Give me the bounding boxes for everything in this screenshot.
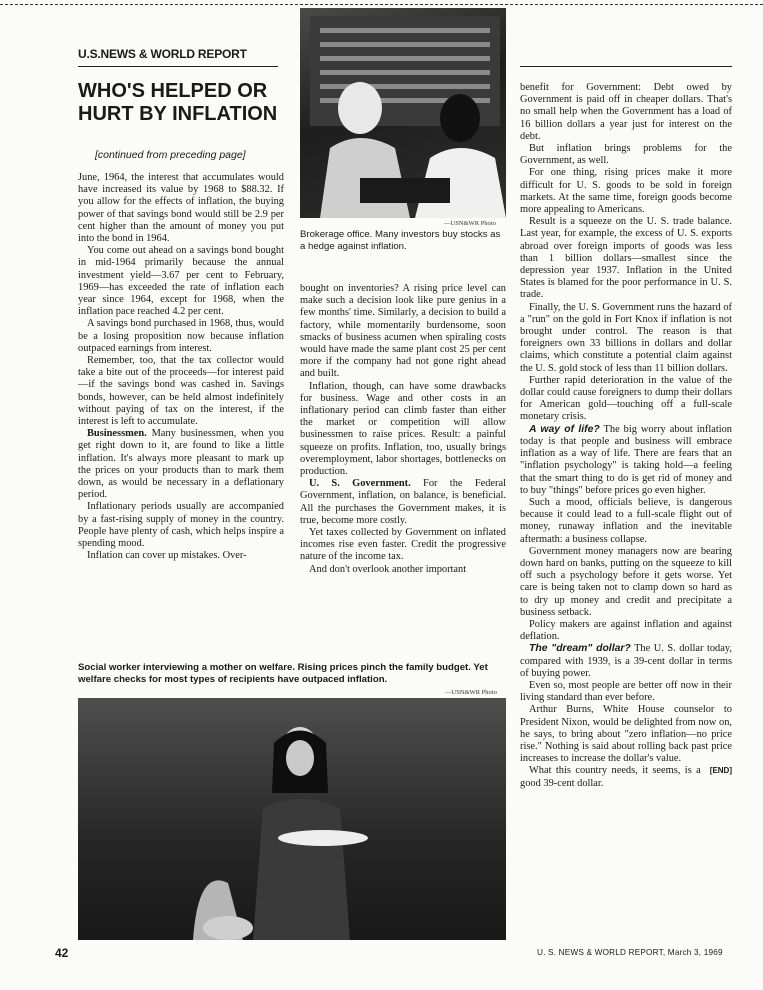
magazine-rule [78,66,278,67]
paragraph: Finally, the U. S. Government runs the hazard of a "run" on the gold in Fort Knox if inflation is not brought under control. The reason is that foreigners own 33 billions in dollars and dollar claims, which constitute a potential claim against the U. S. gold stock of less than 11 billion dollars. [520,301,732,374]
paragraph-text: The big worry about inflation today is that people and business will embrace inflation as a way of life. There are fears that an "inflation psychology" is taking hold—a feeling that the smart thing to do is get rid of money and to buy "things" before prices go even higher. [520,423,732,496]
welfare-photo-image [78,698,506,940]
paragraph: You come out ahead on a savings bond bought in mid-1964 primarily because the annual investment yield—3.67 per cent to February, 1969—has exceeded the rate of inflation each year since 1964, except for 1968, when the inflation pace reached 4.2 per cent. [78,245,284,318]
paragraph: Remember, too, that the tax collector would take a bite out of the proceeds—for interest paid—if the savings bond was cashed in. Savings bonds, however, can be held almost indefinitely without paying of tax on the interest, if the interest is left to accumulate. [78,355,284,428]
paragraph: Result is a squeeze on the U. S. trade balance. Last year, for example, the excess of U. S. exports abroad over foreign imports of goods was less than 1 billion dollars—smallest since the depression year 1937. Inflation in the United States is blamed for the poor performance in U. S. trade. [520,216,732,301]
paragraph: Inflation, though, can have some drawbacks for business. Wage and other costs in an inflationary period can climb faster than either the market or competition will allow businessmen to raise prices. Result: a painful squeeze on profits. Inflation, too, usually brings overemployment, labor shortages, bottlenecks on production. [300,380,506,478]
paragraph [520,765,732,789]
runin-businessmen: Businessmen. [87,428,147,440]
paragraph: A savings bond purchased in 1968, thus, would be a losing proposition now because inflation outpaced earnings from interest. [78,318,284,354]
running-foot: U. S. NEWS & WORLD REPORT, March 3, 1969 [537,948,723,957]
runin-government: U. S. Government. [309,478,411,490]
paragraph: But inflation brings problems for the Government, as well. [520,143,732,167]
paragraph: For one thing, rising prices make it more difficult for U. S. goods to be sold in foreign markets. At the same time, foreign goods become more appealing to Americans. [520,167,732,216]
paragraph: bought on inventories? A rising price level can make such a decision look like pure genius in a few months' time. Similarly, a decision to build a factory, while momentarily burdensome, soon smacks of business acumen when spiraling costs would have made the same plant cost 25 per cent more if the company had not gone right ahead and built. [300,283,506,380]
top-rule [0,4,763,5]
paragraph: Arthur Burns, White House counselor to President Nixon, would be delighted from now on, he says, to bring about "zero inflation—no price rise." Nothing is said about rolling back past price increases to increase the dollar's value. [520,704,732,765]
runin-way-of-life: A way of life? [529,423,600,435]
welfare-photo [78,698,506,940]
paragraph-text: What this country needs, it seems, is a good 39-cent dollar. [520,765,701,789]
paragraph [520,643,732,680]
magazine-label: U.S.NEWS & WORLD REPORT [78,47,247,61]
paragraph: Yet taxes collected by Government on inflated incomes rise even faster. Credit the progressive nature of the income tax. [300,527,506,563]
page-number: 42 [55,946,69,960]
continued-note: [continued from preceding page] [95,149,246,161]
paragraph: Even so, most people are better off now in their living standard than ever before. [520,679,732,704]
paragraph [520,424,732,497]
paragraph: Policy makers are against inflation and against deflation. [520,618,732,643]
photo-credit: —USN&WR Photo [445,689,497,696]
column-1 [78,172,284,563]
paragraph [78,428,284,501]
welfare-photo-caption: Social worker interviewing a mother on welfare. Rising prices pinch the family budget. Yet welfare checks for most types of recipients have outpaced inflation. [78,662,488,685]
paragraph: And don't overlook another important [309,563,467,575]
headline [78,80,288,126]
photo-credit: —USN&WR Photo [444,220,496,227]
headline-line-2: HURT BY INFLATION [78,103,278,125]
paragraph: benefit for Government: Debt owed by Government is paid off in cheaper dollars. That's no small help when the Government has a load of 16 billion dollars a year just for interest on the debt. [520,82,732,142]
brokerage-photo-image [300,8,506,218]
end-mark: [END] [709,766,732,776]
runin-dream-dollar: The "dream" dollar? [529,643,631,655]
photo-caption: Brokerage office. Many investors buy stocks as a hedge against inflation. [300,229,501,252]
column-2 [300,283,506,576]
paragraph: June, 1964, the interest that accumulates would have increased its value by 1968 to $88.32. If you allow for the effects of inflation, the buying power of that savings bond would still be 2.9 per cent higher than the amount of money you put into the bond in 1964. [78,172,284,245]
paragraph: Such a mood, officials believe, is dangerous because it could lead to a full-scale flight out of money, runaway inflation and the inevitable aftermath: a business collapse. [520,496,732,545]
paragraph [300,478,506,527]
paragraph: Inflationary periods usually are accompanied by a fast-rising supply of money in the country. People have plenty of cash, which helps inspire a spending mood. [78,501,284,550]
paragraph-text: Many businessmen, when you get right down to it, are found to like a little inflation. It's always more pleasant to mark up the prices on your products than to mark them down, as would be necessary in a deflationary period. [78,428,284,501]
paragraph-text: The U. S. dollar today, compared with 1939, is a 39-cent dollar in terms of buying power. [520,643,732,679]
headline-line-1: WHO'S HELPED OR [78,80,268,102]
column-3 [520,82,732,790]
paragraph: Further rapid deterioration in the value of the dollar could cause foreigners to dump their dollars for American gold—touching off a full-scale monetary crisis. [520,374,732,423]
column-rule [520,66,732,67]
brokerage-photo [300,8,506,218]
paragraph-text: For the Federal Government, inflation, on balance, is beneficial. All the purchases the Government makes, it is true, become more costly. [300,478,506,526]
paragraph: Inflation can cover up mistakes. Over- [87,550,247,562]
paragraph: Government money managers now are bearing down hard on banks, putting on the squeeze to kill off such a psychology before it gets worse. Yet care is being taken not to clamp down so hard as to dry up money and credit and precipitate a business setback. [520,545,732,618]
